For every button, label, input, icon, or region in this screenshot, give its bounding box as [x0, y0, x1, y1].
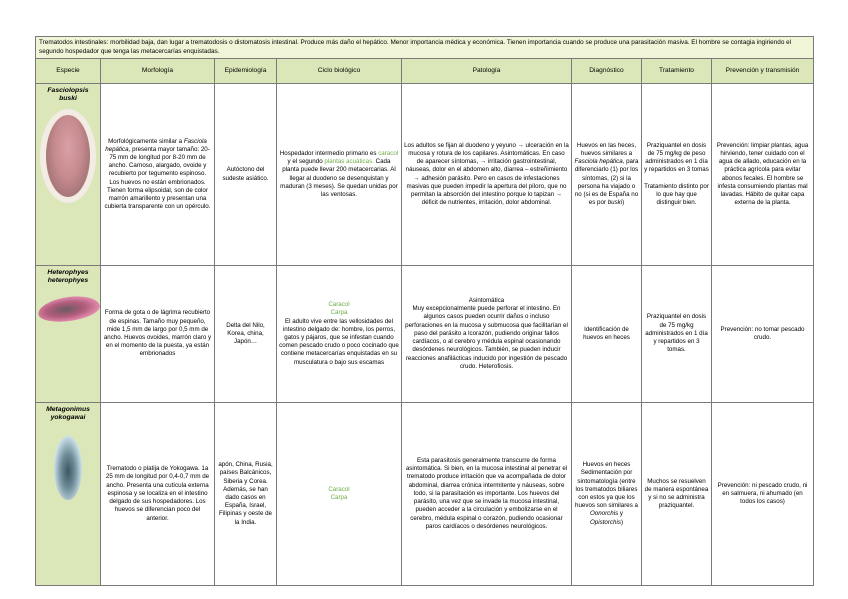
- ciclo-cell: [277, 403, 402, 586]
- diagnostico-cell: Identificación de huevos en heces: [572, 266, 642, 403]
- morfologia-cell: Forma de gota o de lágrima recubierto de espinas. Tamaño muy pequeño, mide 1,5 mm de largo por 0,5 mm de ancho. Huevos ovoides, marrón claro y en el momento de la puesta, ya están embrionados: [101, 266, 215, 403]
- header-diagnostico: Diagnóstico: [572, 59, 642, 84]
- text: Asintomática: [468, 297, 505, 305]
- text: ): [622, 199, 625, 207]
- text: El adulto vive entre las vellosidades del intestino delgado de: hombre, los perros, gatos y pájaros, que se infestan cuando comen pescado crudo o poco cocinado que contiene metacercarías enquistadas en su musculatura o bajo sus escamas: [279, 317, 399, 366]
- header-epidemiologia: Epidemiología: [215, 59, 277, 84]
- text-green: Caracol: [328, 485, 350, 493]
- intro-text: Trematodos intestinales: morbilidad baja, dan lugar a trematodosis o distomatosis intestinal. Produce más daño el hepático. Menor importancia médica y económica. Tienen importancia cuando se produce una parasitación masiva. El hombre se contagia ingiriendo el segundo hospedador que tenga las metacercarías enquistadas.: [36, 37, 814, 59]
- diagnostico-cell: [572, 84, 642, 266]
- species-cell: [36, 403, 101, 586]
- text: Hospedador intermedio primario es: [279, 149, 377, 157]
- metagonimus-specimen-image: [54, 436, 82, 500]
- species-name: Fasciolopsis buski: [47, 87, 89, 102]
- text-green: Carpa: [330, 309, 348, 317]
- tratamiento-cell: Muchos se resuelven de manera espontánea y si no se administra praziquantel.: [642, 403, 712, 586]
- text-green: caracol: [378, 149, 399, 157]
- header-morfologia: Morfología: [101, 59, 215, 84]
- intro-row: [36, 37, 814, 59]
- fasciolopsis-specimen-image: [46, 115, 90, 197]
- species-name: Heterophyes heterophyes: [47, 269, 89, 284]
- text: ): [620, 518, 623, 526]
- text-italic: Fasciola hepática,: [105, 137, 207, 153]
- text: presenta mayor tamaño: 20-75 mm de longitud por 8-20 mm de ancho. Carnoso, alargado, ovoide y recubierto por tegumento espinoso. Los huevos no están embrionados. Tienen forma elipsoidal, son de color marrón amarillento y presentan una cubierta transparente con un opérculo.: [104, 145, 211, 211]
- text-italic: buski: [607, 199, 623, 207]
- epidemiologia-cell: apón, China, Rusia, países Balcánicos, Siberia y Corea. Además, se han dado casos en España, Israel, Filipinas y oeste de la India.: [215, 403, 277, 586]
- ciclo-cell: [277, 266, 402, 403]
- morfologia-cell: Trematodo o platija de Yokogawa. 1a 25 mm de longitud por 0,4-0,7 mm de ancho. Presenta una cutícula externa espinosa y se localiza en el intestino delgado de sus hospedadores. Los huevos se diferencian poco del anterior.: [101, 403, 215, 586]
- table-row: [36, 403, 814, 586]
- header-especie: Especie: [36, 59, 101, 84]
- text-italic: Fasciola hepática,: [574, 158, 625, 166]
- text: Morfológicamente similar a: [108, 137, 183, 145]
- text: y: [619, 510, 624, 518]
- text: Praziquantel en dosis de 75 mg/kg de peso administrados en 1 día y repartidos en 3 tomas: [644, 141, 709, 174]
- text: y el segundo: [287, 158, 323, 166]
- heterophyes-specimen-image: [37, 293, 102, 325]
- text-italic: Opistorchis: [589, 518, 621, 526]
- prevencion-cell: Prevención: limpiar plantas, agua hirviendo, tener cuidado con el agua de allado, educación en la práctica agrícola para evitar abonos fecales. El hombre se infesta consumiendo plantas mal lavadas. Hábito de quitar capa externa de la planta.: [712, 84, 814, 266]
- text: Cada planta puede llevar 200 metacercarias. Al llegar al duodeno se desenquistan y maduran (3 meses). Se quedan unidas por las ventosas.: [280, 158, 398, 198]
- text: Muy excepcionalmente puede perforar el intestino. En algunos casos pueden ocurrir daños o incluso perforaciones en la mucosa y submucosa que facilitarían el paso del parásito a lcorazón, pudiendo originar fallos cardíacos, o al cerebro y médula espinal ocasionando desórdenes neurológicos. También, se pueden inducir reacciones anafilácticas inducido por ingestión de pescado crudo. Heterofiosis.: [405, 305, 568, 370]
- patologia-cell: Esta parasitosis generalmente transcurre de forma asintomática. Si bien, en la mucosa intestinal al penetrar el trematodo produce irritación que va acompañada de dolor abdominal, diarrea crónica intermitente y náuseas, sobre todo, si la parasitación es importante. Los huevos del parásito, una vez que se invade la mucosa intestinal, pueden acceder a la circulación y embolizarse en el cerebro, médula espinal o corazón, pudiendo ocasionar paros cardíacos o desórdenes neurológicos.: [402, 403, 572, 586]
- patologia-cell: Los adultos se fijan al duodeno y yeyuno → ulceración en la mucosa y rotura de los capilares. Asintomáticas. En caso de aparecer síntomas, → irritación gastrointestinal, náuseas, dolor en el abdomen alto, diarrea – estreñimiento → adhesión parásito. Pero en casos de infestaciones masivas que pueden impedir la apertura del píloro, que no permitan la absorción del intestino porque lo tapizan → déficit de nutrientes, irritación, dolor abdominal.: [402, 84, 572, 266]
- text-green: Caracol: [328, 301, 350, 309]
- header-tratamiento: Tratamiento: [642, 59, 712, 84]
- tratamiento-cell: Praziquantel en dosis de 75 mg/kg administrados en 1 día y repartidos en 3 tomas.: [642, 266, 712, 403]
- header-row: [36, 59, 814, 84]
- table-row: [36, 84, 814, 266]
- morfologia-cell: [101, 84, 215, 266]
- text: Tratamiento distinto por lo que hay que distinguir bien.: [644, 182, 709, 206]
- header-prevencion: Prevención y transmisión: [712, 59, 814, 84]
- text-green: Carpa: [330, 494, 348, 501]
- table-row: [36, 266, 814, 403]
- text-italic: Oonorchis: [589, 510, 619, 518]
- tratamiento-cell: [642, 84, 712, 266]
- document-page: [35, 36, 813, 586]
- trematodos-table: [35, 36, 814, 586]
- text: Huevos en heces Sedimentación por sintomatología (entre los trematodos biliares con estos ya que los huevos son similares a: [575, 461, 638, 510]
- header-ciclo: Ciclo biológico: [277, 59, 402, 84]
- epidemiologia-cell: Autóctono del sudeste asiático.: [215, 84, 277, 266]
- prevencion-cell: Prevención: no tomar pescado crudo.: [712, 266, 814, 403]
- text: para diferenciarlo (1) por los síntomas, (2) si la persona ha viajado o no (si es de España no es por: [574, 158, 639, 207]
- text: Huevos en las heces, huevos similares a: [576, 141, 637, 157]
- prevencion-cell: Prevención: ni pescado crudo, ni en salmuera, ni ahumado (en todos los casos): [712, 403, 814, 586]
- patologia-cell: [402, 266, 572, 403]
- ciclo-cell: [277, 84, 402, 266]
- species-name: Metagonimus yokogawai: [46, 406, 90, 421]
- diagnostico-cell: [572, 403, 642, 586]
- text-green: plantas acuáticas.: [324, 158, 374, 166]
- epidemiologia-cell: Delta del Nilo, Korea, china, Japón…: [215, 266, 277, 403]
- species-cell: [36, 84, 101, 266]
- header-patologia: Patología: [402, 59, 572, 84]
- species-cell: [36, 266, 101, 403]
